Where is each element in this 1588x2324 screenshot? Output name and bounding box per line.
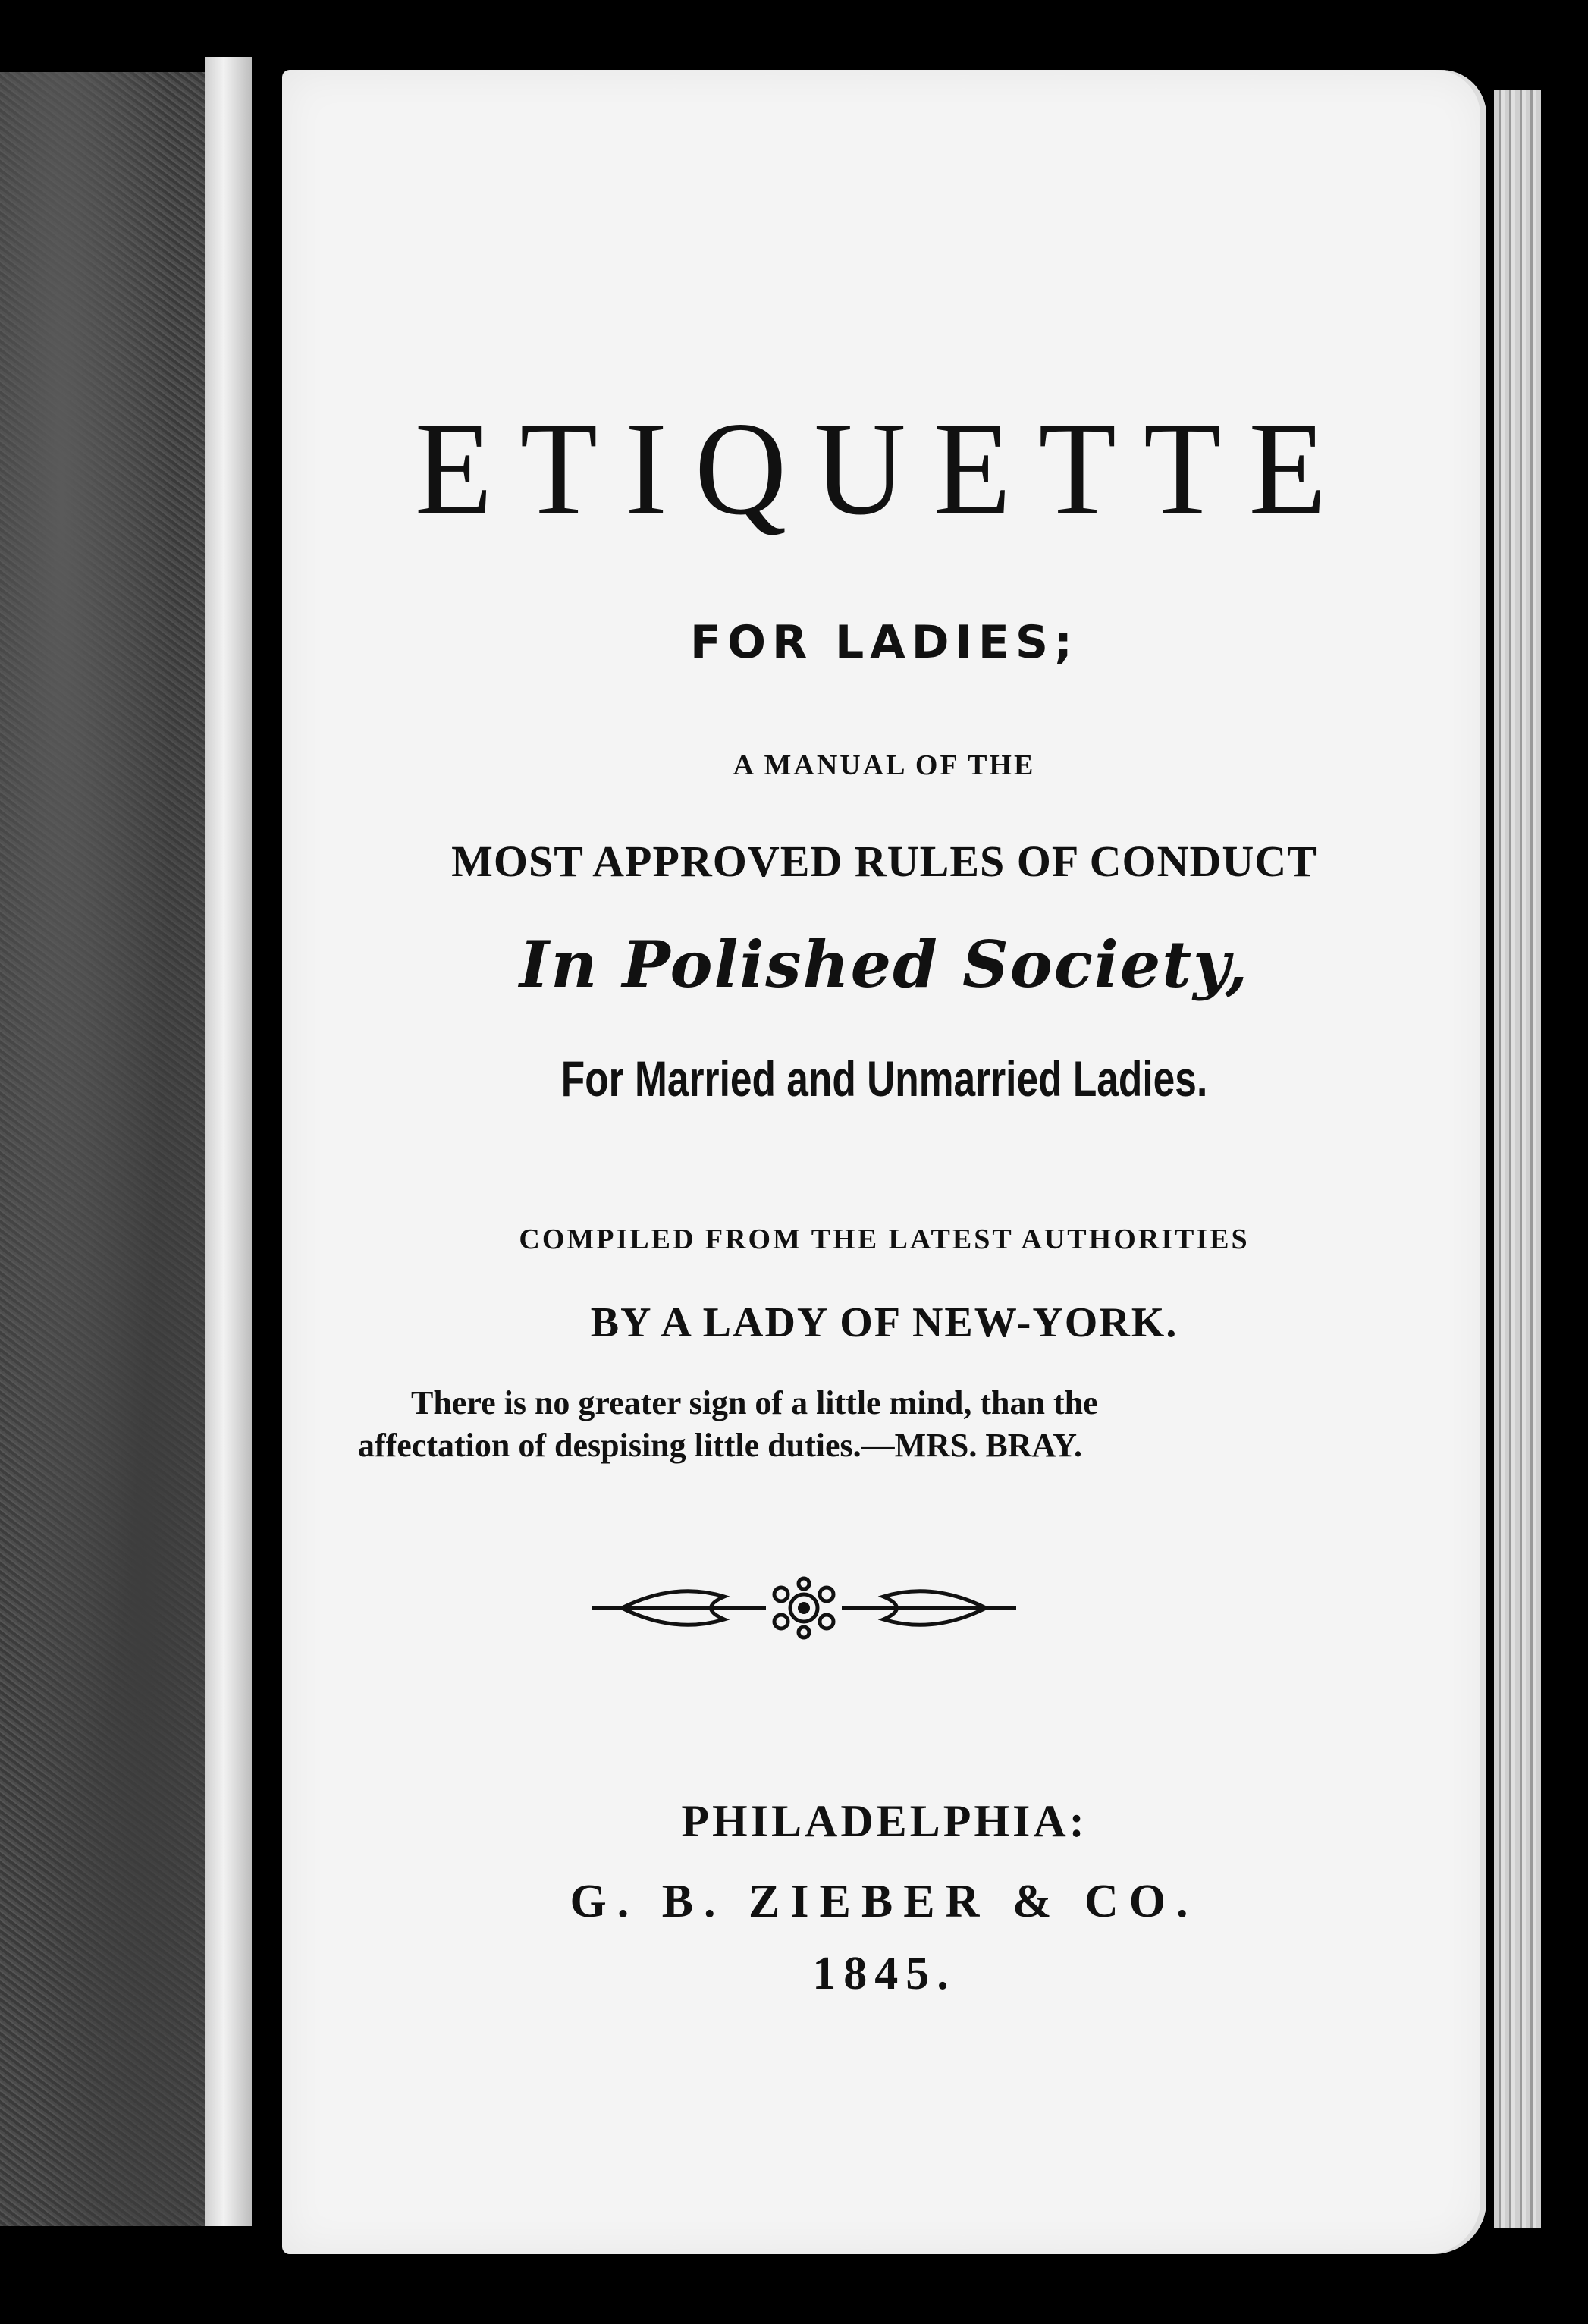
- page-edges: [1494, 90, 1541, 2228]
- rules-line: MOST APPROVED RULES OF CONDUCT: [451, 837, 1317, 886]
- ornament-divider: [592, 1570, 1016, 1646]
- imprint-city: PHILADELPHIA:: [681, 1796, 1087, 1846]
- compiled-line: COMPILED FROM THE LATEST AUTHORITIES: [519, 1223, 1250, 1255]
- epigraph-line-1: There is no greater sign of a little mind, than the: [411, 1384, 1098, 1421]
- book-cover-left: [0, 72, 205, 2226]
- author-line: BY A LADY OF NEW-YORK.: [590, 1299, 1178, 1346]
- manual-line: A MANUAL OF THE: [733, 749, 1036, 781]
- book-title: ETIQUETTE: [414, 394, 1354, 543]
- cover-edge: [205, 57, 252, 2226]
- epigraph-line-2: affectation of despising little duties.—MRS. BRAY.: [358, 1427, 1083, 1464]
- imprint-year: 1845.: [812, 1948, 956, 1999]
- title-page: [282, 70, 1486, 2254]
- book-subtitle: FOR LADIES;: [689, 616, 1079, 669]
- audience-line: For Married and Unmarried Ladies.: [560, 1051, 1208, 1107]
- society-line: In Polished Society,: [519, 927, 1250, 1002]
- imprint-publisher: G. B. ZIEBER & CO.: [570, 1876, 1199, 1927]
- epigraph: [358, 1382, 1268, 1467]
